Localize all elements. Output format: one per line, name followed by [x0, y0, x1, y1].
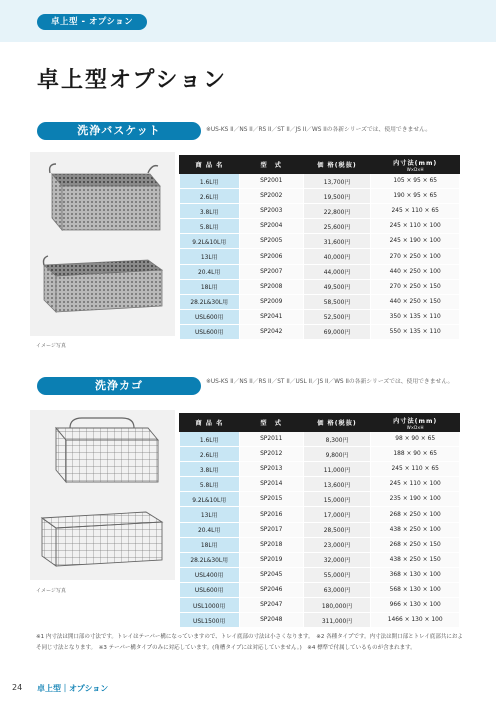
table-row: [180, 462, 460, 477]
model-cell: SP2001: [239, 174, 303, 189]
dimension-cell: 98 × 90 × 65: [371, 432, 460, 447]
product-name-cell: 2.6L用: [180, 447, 240, 462]
basket-table: [179, 155, 460, 340]
cage-heading: 洗浄カゴ: [37, 377, 201, 395]
price-cell: 11,000円: [303, 462, 371, 477]
price-cell: 55,000円: [303, 567, 371, 582]
basket-heading: 洗浄バスケット: [37, 122, 201, 140]
product-name-cell: 5.8L用: [180, 219, 240, 234]
product-name-cell: USL400用: [180, 567, 240, 582]
dimension-cell: 1466 × 130 × 100: [371, 613, 460, 628]
product-name-cell: 3.8L用: [180, 462, 240, 477]
product-name-cell: 18L用: [180, 279, 240, 294]
model-cell: SP2009: [239, 294, 303, 309]
basket-photo: [30, 152, 175, 336]
product-name-cell: 28.2L&30L用: [180, 294, 240, 309]
product-name-cell: USL600用: [180, 309, 240, 324]
page-number: 24: [12, 683, 23, 692]
dimension-cell: 966 × 130 × 100: [371, 598, 460, 613]
col-price: 価 格(税抜): [303, 414, 371, 432]
col-model: 型 式: [239, 156, 303, 174]
product-name-cell: USL600用: [180, 582, 240, 597]
dimension-cell: 368 × 130 × 100: [371, 567, 460, 582]
table-row: [180, 234, 460, 249]
cage-table: [179, 413, 460, 628]
table-row: [180, 219, 460, 234]
price-cell: 52,500円: [303, 309, 371, 324]
model-cell: SP2041: [239, 309, 303, 324]
page-title: 卓上型オプション: [37, 68, 228, 93]
dimension-cell: 438 × 250 × 100: [371, 522, 460, 537]
table-row: [180, 264, 460, 279]
dimension-cell: 245 × 110 × 100: [371, 219, 460, 234]
model-cell: SP2003: [239, 204, 303, 219]
model-cell: SP2045: [239, 567, 303, 582]
price-cell: 17,000円: [303, 507, 371, 522]
dimension-cell: 440 × 250 × 100: [371, 264, 460, 279]
price-cell: 9,800円: [303, 447, 371, 462]
col-model: 型 式: [239, 414, 303, 432]
dimension-cell: 190 × 95 × 65: [371, 189, 460, 204]
model-cell: SP2013: [239, 462, 303, 477]
table-row: [180, 507, 460, 522]
product-name-cell: 3.8L用: [180, 204, 240, 219]
dimension-cell: 105 × 95 × 65: [371, 174, 460, 189]
model-cell: SP2008: [239, 279, 303, 294]
col-price: 価 格(税抜): [303, 156, 371, 174]
dimension-cell: 270 × 250 × 100: [371, 249, 460, 264]
basket-caption: イメージ写真: [36, 343, 66, 349]
cage-note: ※US-KS II／NS II／RS II／ST II／USL II／JS II／WS IIの各新シリーズでは、使用できません。: [206, 379, 454, 385]
product-name-cell: USL1500用: [180, 613, 240, 628]
model-cell: SP2048: [239, 613, 303, 628]
price-cell: 13,600円: [303, 477, 371, 492]
product-name-cell: 18L用: [180, 537, 240, 552]
price-cell: 22,800円: [303, 204, 371, 219]
table-row: [180, 432, 460, 447]
header-pill: 卓上型 - オプション: [37, 14, 147, 30]
model-cell: SP2047: [239, 598, 303, 613]
table-row: [180, 537, 460, 552]
price-cell: 49,500円: [303, 279, 371, 294]
price-cell: 40,000円: [303, 249, 371, 264]
price-cell: 19,500円: [303, 189, 371, 204]
price-cell: 13,700円: [303, 174, 371, 189]
product-name-cell: 2.6L用: [180, 189, 240, 204]
model-cell: SP2019: [239, 552, 303, 567]
table-row: [180, 477, 460, 492]
basket-table-header: [180, 156, 460, 174]
price-cell: 8,300円: [303, 432, 371, 447]
price-cell: 63,000円: [303, 582, 371, 597]
table-row: [180, 567, 460, 582]
model-cell: SP2002: [239, 189, 303, 204]
dimension-cell: 350 × 135 × 110: [371, 309, 460, 324]
col-dim: 内寸法(mm) W×D×H: [371, 156, 460, 174]
price-cell: 311,000円: [303, 613, 371, 628]
model-cell: SP2018: [239, 537, 303, 552]
price-cell: 31,600円: [303, 234, 371, 249]
model-cell: SP2004: [239, 219, 303, 234]
price-cell: 28,500円: [303, 522, 371, 537]
model-cell: SP2006: [239, 249, 303, 264]
footer-label: 卓上型｜オプション: [37, 684, 109, 693]
col-dim: 内寸法(mm) W×D×H: [371, 414, 460, 432]
cage-illustration: [30, 410, 175, 580]
product-name-cell: 5.8L用: [180, 477, 240, 492]
product-name-cell: 9.2L&10L用: [180, 492, 240, 507]
dimension-cell: 245 × 110 × 65: [371, 462, 460, 477]
table-row: [180, 249, 460, 264]
price-cell: 23,000円: [303, 537, 371, 552]
product-name-cell: USL1000用: [180, 598, 240, 613]
table-row: [180, 582, 460, 597]
basket-note: ※US-KS II／NS II／RS II／ST II／JS II／WS IIの各新シリーズでは、使用できません。: [206, 127, 432, 133]
basket-illustration: [30, 152, 175, 336]
model-cell: SP2042: [239, 324, 303, 339]
price-cell: 44,000円: [303, 264, 371, 279]
model-cell: SP2007: [239, 264, 303, 279]
price-cell: 32,000円: [303, 552, 371, 567]
col-name: 商 品 名: [180, 156, 240, 174]
table-row: [180, 309, 460, 324]
dimension-cell: 268 × 250 × 150: [371, 537, 460, 552]
table-row: [180, 598, 460, 613]
table-row: [180, 174, 460, 189]
price-cell: 58,500円: [303, 294, 371, 309]
product-name-cell: 9.2L&10L用: [180, 234, 240, 249]
table-row: [180, 613, 460, 628]
dimension-cell: 245 × 190 × 100: [371, 234, 460, 249]
model-cell: SP2016: [239, 507, 303, 522]
table-row: [180, 447, 460, 462]
table-row: [180, 279, 460, 294]
model-cell: SP2011: [239, 432, 303, 447]
model-cell: SP2005: [239, 234, 303, 249]
product-name-cell: USL600用: [180, 324, 240, 339]
cage-table-body: [180, 432, 460, 628]
model-cell: SP2046: [239, 582, 303, 597]
footnote: ※1 内寸法は開口部の寸法です。トレイはテーパー構になっていますので、トレイ底部の寸法は小さくなります。 ※2 各種タイプです。内寸法は開口部とトレイ底部共におよそ同じ寸法となります。 ※3 テーパー構タイプのみに対応しています。(角槽タイプには対応していません。) ※4 標準で付属しているものが含まれます。: [36, 634, 463, 651]
model-cell: SP2012: [239, 447, 303, 462]
table-row: [180, 294, 460, 309]
dimension-cell: 188 × 90 × 65: [371, 447, 460, 462]
price-cell: 180,000円: [303, 598, 371, 613]
product-name-cell: 13L用: [180, 249, 240, 264]
dimension-cell: 268 × 250 × 100: [371, 507, 460, 522]
dimension-cell: 245 × 110 × 100: [371, 477, 460, 492]
product-name-cell: 28.2L&30L用: [180, 552, 240, 567]
model-cell: SP2014: [239, 477, 303, 492]
cage-photo: [30, 410, 175, 580]
cage-table-header: [180, 414, 460, 432]
price-cell: 69,000円: [303, 324, 371, 339]
dimension-cell: 438 × 250 × 150: [371, 552, 460, 567]
basket-table-body: [180, 174, 460, 340]
model-cell: SP2017: [239, 522, 303, 537]
dimension-cell: 235 × 190 × 100: [371, 492, 460, 507]
product-name-cell: 13L用: [180, 507, 240, 522]
dimension-cell: 550 × 135 × 110: [371, 324, 460, 339]
col-name: 商 品 名: [180, 414, 240, 432]
dimension-cell: 440 × 250 × 150: [371, 294, 460, 309]
product-name-cell: 20.4L用: [180, 522, 240, 537]
price-cell: 25,600円: [303, 219, 371, 234]
product-name-cell: 20.4L用: [180, 264, 240, 279]
cage-caption: イメージ写真: [36, 588, 66, 594]
model-cell: SP2015: [239, 492, 303, 507]
product-name-cell: 1.6L用: [180, 432, 240, 447]
table-row: [180, 522, 460, 537]
table-row: [180, 492, 460, 507]
table-row: [180, 189, 460, 204]
product-name-cell: 1.6L用: [180, 174, 240, 189]
dimension-cell: 245 × 110 × 65: [371, 204, 460, 219]
dimension-cell: 270 × 250 × 150: [371, 279, 460, 294]
table-row: [180, 204, 460, 219]
price-cell: 15,000円: [303, 492, 371, 507]
table-row: [180, 324, 460, 339]
dimension-cell: 568 × 130 × 100: [371, 582, 460, 597]
table-row: [180, 552, 460, 567]
